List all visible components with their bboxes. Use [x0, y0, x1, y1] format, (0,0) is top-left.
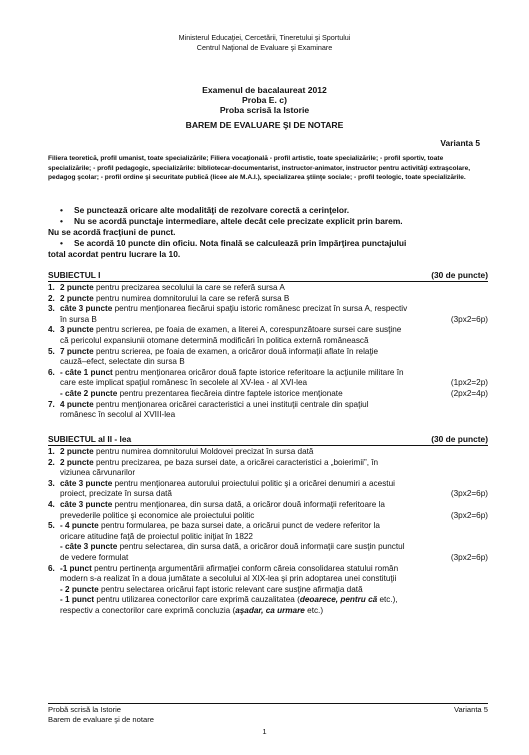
list-item: 3. câte 3 puncte pentru menţionarea autorului proiectului politic şi a oricărei denumiri a acestui proiect, precizate în sursa dată (3px2=6p)	[48, 478, 488, 499]
section-header	[48, 270, 488, 282]
barem-title: BAREM DE EVALUARE ŞI DE NOTARE	[185, 120, 344, 130]
header-block	[0, 33, 529, 53]
proba-title: Proba E. c)	[242, 95, 287, 105]
footer-barem: Barem de evaluare şi de notare	[48, 715, 154, 724]
rule-item: • Se acordă 10 puncte din oficiu. Nota finală se calculează prin împărţirea punctajului total acordat pentru lucrare la 10.	[48, 238, 407, 259]
rule-item: • Nu se acordă punctaje intermediare, altele decât cele precizate explicit prin barem. Nu se acordă fracţiuni de punct.	[48, 216, 403, 237]
score: (3px2=6p)	[450, 510, 488, 520]
list-item: 4. câte 3 puncte pentru menţionarea, din sursa dată, a oricăror două informaţii referitoare la prevederile politice şi economice ale proiectului politic (3px2=6p)	[48, 499, 488, 520]
section-title: SUBIECTUL I	[48, 270, 101, 280]
section-points: (30 de puncte)	[431, 270, 488, 280]
list-item: 1. 2 puncte pentru precizarea secolului la care se referă sursa A	[48, 283, 285, 292]
score: (3px2=6p)	[450, 552, 488, 562]
score: (2px2=4p)	[450, 388, 488, 398]
list-item: 6. -1 punct pentru pertinenţa argumentării afirmaţiei conform căreia consolidarea statului român modern s-a realizat în a doua jumătate a secolului al XIX-lea şi prin adoptarea unei constituţii - 2 puncte pentru selectarea oricărui fapt istoric relevant care susţine afirmaţia dată - 1 punct pentru utilizarea conectorilor care exprimă cauzalitatea (deoarece, pentru că etc.), respectiv a conectorilor care exprimă concluzia (aşadar, ca urmare etc.)	[48, 563, 399, 615]
list-item: 2. 2 puncte pentru numirea domnitorului la care se referă sursa B	[48, 293, 290, 303]
score: (3px2=6p)	[450, 314, 488, 324]
bullet-icon: •	[60, 238, 63, 248]
list-item: 1. 2 puncte pentru numirea domnitorului Moldovei precizat în sursa dată	[48, 447, 314, 456]
bullet-icon: •	[60, 205, 63, 215]
filiera-text: Filiera teoretică, profil umanist, toate specializările; Filiera vocaţională - profil artistic, toate specializările; - profil sportiv, toate specializările; - profil pedagogic, specializările: bibliotecar-documentarist, instructor-animator, instructor pentru activităţi extraşcolare, pedagog şcolar; - profil ordine şi securitate publică (licee ale M.A.I.), specializarea ştiinţe sociale; - profil teologic, toate specializările.	[48, 155, 471, 182]
list-item: 4. 3 puncte pentru scrierea, pe foaia de examen, a literei A, corespunzătoare sursei care susţine că pericolul expansiunii otomane determină modificări în politica externă românească	[48, 325, 402, 345]
list-item: 6. - câte 1 punct pentru menţionarea oricăror două fapte istorice referitoare la acţiunile militare în care este implicat spaţiul românesc în secolele al XV-lea - al XVI-lea (1px2=2p) - câte 2 puncte pentru prezentarea fiecăreia dintre faptele istorice menţionate (2px2=4p)	[48, 367, 488, 398]
bullet-icon: •	[60, 216, 63, 226]
exam-title: Examenul de bacalaureat 2012	[202, 85, 327, 95]
section-1-items	[48, 283, 488, 421]
subject-title: Proba scrisă la Istorie	[219, 105, 310, 115]
ministry-name: Ministerul Educaţiei, Cercetării, Tineretului şi Sportului	[178, 33, 351, 42]
page-footer	[48, 703, 488, 725]
rule-item: • Se punctează oricare alte modalităţi de rezolvare corectă a cerinţelor.	[60, 205, 350, 215]
list-item: 3. câte 3 puncte pentru menţionarea fiecărui spaţiu istoric românesc precizat în sursa A, respectiv în sursa B (3px2=6p)	[48, 304, 488, 324]
center-name: Centrul Naţional de Evaluare şi Examinare	[196, 43, 333, 52]
list-item: 2. 2 puncte pentru precizarea, pe baza sursei date, a oricărei caracteristici a „boierimii”, în viziunea cărvunarilor	[48, 457, 379, 478]
section-2-items	[48, 447, 488, 617]
section-title: SUBIECTUL al II - lea	[48, 434, 132, 444]
footer-variant: Varianta 5	[453, 705, 488, 714]
variant-label: Varianta 5	[440, 138, 480, 148]
general-rules	[48, 205, 488, 260]
list-item: 5. - 4 puncte pentru formularea, pe baza sursei date, a oricărui punct de vedere referitor la oricare atitudine faţă de proiectul politic iniţiat în 1822 - câte 3 puncte pentru selectarea, din sursa dată, a oricăror două informaţii care susţin punctul de vedere formulat (3px2=6p)	[48, 521, 488, 562]
score: (3px2=6p)	[450, 489, 488, 499]
list-item: 5. 7 puncte pentru scrierea, pe foaia de examen, a oricăror două informaţii aflate în relaţie cauză–efect, selectate din sursa B	[48, 346, 379, 367]
section-header	[48, 434, 488, 446]
list-item: 7. 4 puncte pentru menţionarea oricărei caracteristici a unei instituţii centrale din spaţiul românesc în secolul al XVIII-lea	[48, 399, 369, 420]
footer-subject: Probă scrisă la Istorie	[48, 705, 122, 714]
page-number: 1	[262, 727, 267, 736]
section-points: (30 de puncte)	[431, 434, 488, 444]
score: (1px2=2p)	[450, 378, 488, 388]
